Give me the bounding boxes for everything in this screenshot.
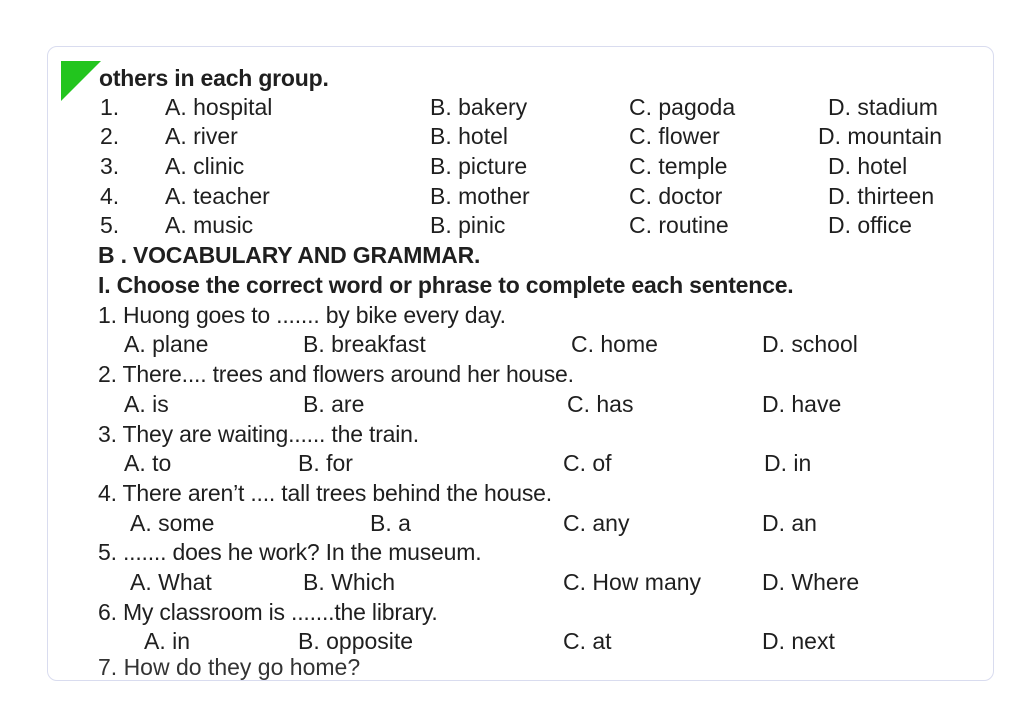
option-c: C. pagoda (629, 94, 736, 120)
question-stem: 1. Huong goes to ....... by bike every day. (98, 302, 506, 328)
option-c: C. has (567, 391, 634, 417)
option-c: C. How many (563, 569, 702, 595)
option-d: D. next (762, 628, 835, 654)
option-a: A. teacher (165, 183, 270, 209)
option-c: C. home (571, 331, 658, 357)
option-a: A. hospital (165, 94, 273, 120)
option-c: C. routine (629, 212, 729, 238)
option-c: C. at (563, 628, 612, 654)
question-stem: 4. There aren’t .... tall trees behind the house. (98, 480, 552, 506)
option-a: A. in (144, 628, 191, 654)
group-number: 3. (100, 153, 120, 179)
group-number: 1. (100, 94, 120, 120)
group-number: 2. (100, 123, 120, 149)
option-d: D. an (762, 510, 817, 536)
option-b: B. Which (303, 569, 396, 595)
group-number: 5. (100, 212, 120, 238)
option-b: B. a (370, 510, 411, 536)
section-b-title: B . VOCABULARY AND GRAMMAR. (98, 242, 481, 268)
option-b: B. pinic (430, 212, 506, 238)
option-d: D. in (764, 450, 812, 476)
option-b: B. mother (430, 183, 530, 209)
question-stem: 5. ....... does he work? In the museum. (98, 539, 482, 565)
option-b: B. are (303, 391, 365, 417)
worksheet (48, 47, 993, 680)
option-a: A. What (130, 569, 212, 595)
option-c: C. temple (629, 153, 728, 179)
question-stem: 6. My classroom is .......the library. (98, 599, 438, 625)
option-b: B. for (298, 450, 353, 476)
option-a: A. is (124, 391, 169, 417)
option-c: C. any (563, 510, 630, 536)
option-c: C. doctor (629, 183, 723, 209)
option-a: A. plane (124, 331, 209, 357)
option-a: A. some (130, 510, 215, 536)
section-a-tail: others in each group. (99, 65, 329, 91)
option-b: B. picture (430, 153, 528, 179)
option-d: D. office (828, 212, 912, 238)
option-a: A. clinic (165, 153, 245, 179)
option-d: D. have (762, 391, 842, 417)
option-d: D. stadium (828, 94, 938, 120)
option-d: D. Where (762, 569, 860, 595)
option-d: D. thirteen (828, 183, 935, 209)
option-d: D. hotel (828, 153, 908, 179)
part1-instruction: I. Choose the correct word or phrase to complete each sentence. (98, 272, 794, 298)
question-stem: 3. They are waiting...... the train. (98, 421, 419, 447)
document-card (47, 46, 994, 681)
option-a: A. to (124, 450, 172, 476)
option-a: A. river (165, 123, 238, 149)
option-b: B. hotel (430, 123, 508, 149)
option-c: C. flower (629, 123, 720, 149)
cut-off-line: 7. How do they go home? (98, 654, 361, 680)
option-b: B. breakfast (303, 331, 426, 357)
group-number: 4. (100, 183, 120, 209)
option-c: C. of (563, 450, 612, 476)
option-b: B. bakery (430, 94, 528, 120)
question-stem: 2. There.... trees and flowers around her house. (98, 361, 574, 387)
option-d: D. mountain (818, 123, 943, 149)
option-a: A. music (165, 212, 254, 238)
option-d: D. school (762, 331, 858, 357)
option-b: B. opposite (298, 628, 414, 654)
